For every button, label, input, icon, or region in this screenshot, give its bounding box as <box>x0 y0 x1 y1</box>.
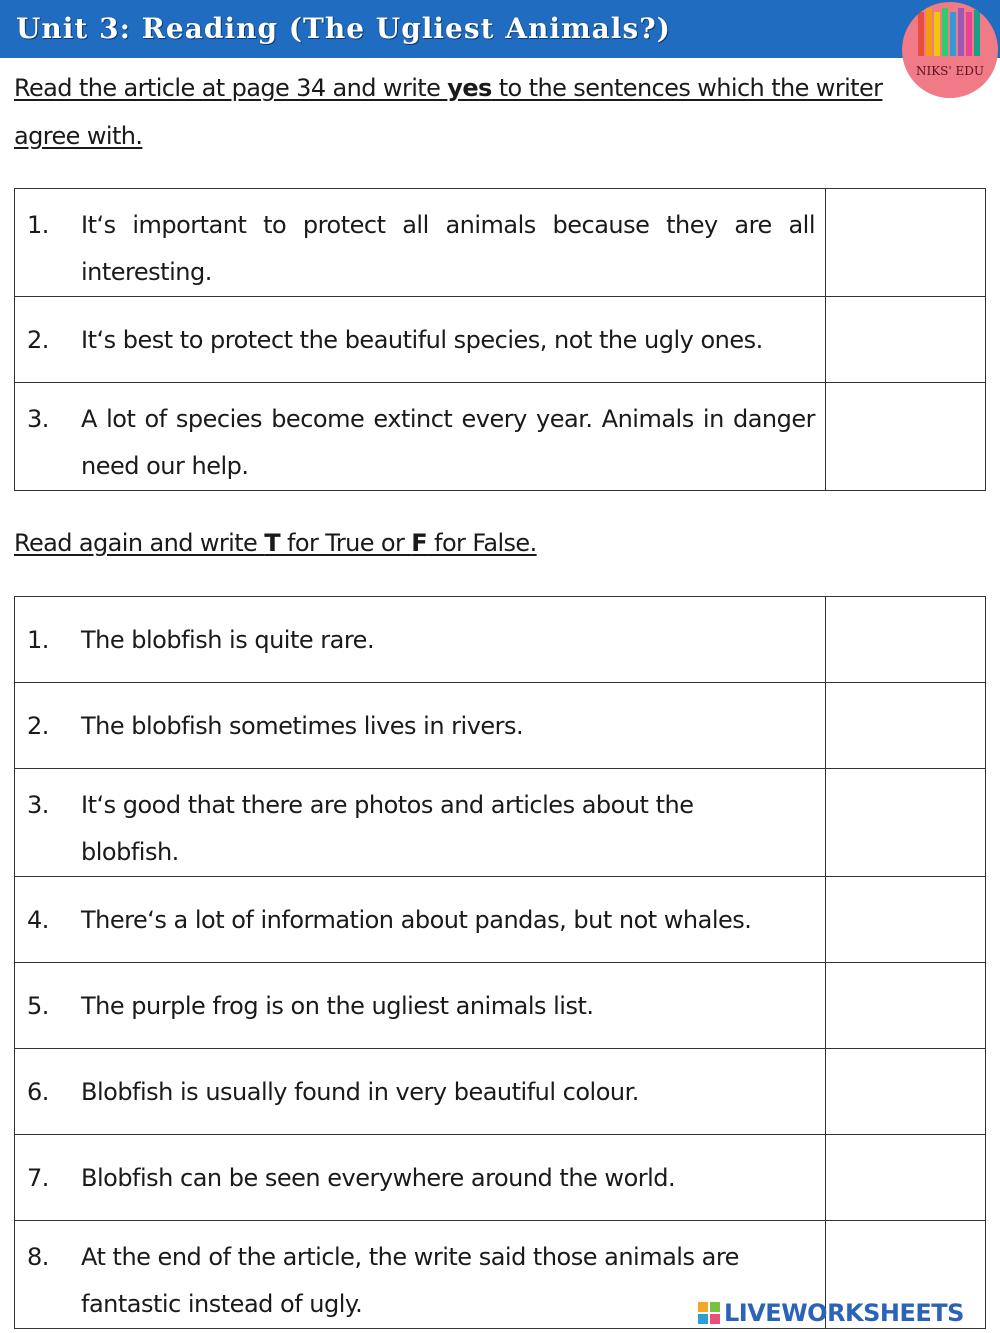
table-row <box>15 383 986 491</box>
question-text: The blobfish sometimes lives in rivers. <box>81 712 524 740</box>
answer-cell[interactable] <box>826 877 986 963</box>
question-number: 4. <box>27 906 49 934</box>
worksheet-title: Unit 3: Reading (The Ugliest Animals?) <box>16 12 671 45</box>
question-number: 2. <box>27 326 49 354</box>
liveworksheets-brand: LIVEWORKSHEETS <box>724 1299 964 1327</box>
question-text: It‘s best to protect the beautiful species, not the ugly ones. <box>81 326 763 354</box>
table-row <box>15 189 986 297</box>
answer-input[interactable] <box>826 383 985 398</box>
answer-input[interactable] <box>826 877 985 892</box>
true-false-table <box>14 596 986 1329</box>
question-text: It‘s important to protect all animals because they are all interesting. <box>81 211 815 286</box>
instruction-1-line2: agree with. <box>14 122 143 150</box>
question-cell <box>15 683 826 769</box>
question-number: 3. <box>27 791 49 819</box>
question-text: The purple frog is on the ugliest animals list. <box>81 992 594 1020</box>
question-number: 3. <box>27 405 49 433</box>
question-number: 6. <box>27 1078 49 1106</box>
instruction-2-prefix: Read again and write <box>14 529 265 557</box>
answer-cell[interactable] <box>826 383 986 491</box>
logo-text: NIKS' EDU <box>915 64 985 78</box>
question-text: The blobfish is quite rare. <box>81 626 375 654</box>
table-row <box>15 963 986 1049</box>
table-row <box>15 1049 986 1135</box>
question-number: 7. <box>27 1164 49 1192</box>
question-number: 2. <box>27 712 49 740</box>
question-text: There‘s a lot of information about pandas, but not whales. <box>81 906 752 934</box>
pencils-icon <box>916 6 984 64</box>
table-row <box>15 297 986 383</box>
instruction-1-suffix: to the sentences which the writer <box>491 74 883 102</box>
question-number: 5. <box>27 992 49 1020</box>
question-text: It‘s good that there are photos and articles about the blobfish. <box>81 791 694 866</box>
question-cell <box>15 963 826 1049</box>
answer-cell[interactable] <box>826 963 986 1049</box>
question-number: 1. <box>27 211 49 239</box>
table-row <box>15 597 986 683</box>
answer-cell[interactable] <box>826 297 986 383</box>
agree-table <box>14 188 986 491</box>
table-row <box>15 769 986 877</box>
answer-input[interactable] <box>826 1135 985 1150</box>
table-row <box>15 1135 986 1221</box>
niks-edu-logo <box>902 2 998 98</box>
question-cell <box>15 597 826 683</box>
instruction-2-bold-f: F <box>411 529 428 557</box>
answer-cell[interactable] <box>826 1049 986 1135</box>
liveworksheets-logo <box>698 1298 994 1328</box>
question-cell <box>15 769 826 877</box>
answer-cell[interactable] <box>826 683 986 769</box>
question-cell <box>15 1135 826 1221</box>
instruction-2-bold-t: T <box>264 529 281 557</box>
answer-input[interactable] <box>826 963 985 978</box>
answer-input[interactable] <box>826 769 985 784</box>
liveworksheets-icon <box>698 1302 720 1324</box>
question-text: At the end of the article, the write said those animals are fantastic instead of ugly. <box>81 1243 739 1318</box>
question-cell <box>15 1049 826 1135</box>
answer-cell[interactable] <box>826 189 986 297</box>
answer-input[interactable] <box>826 683 985 698</box>
question-text: Blobfish is usually found in very beautiful colour. <box>81 1078 639 1106</box>
answer-input[interactable] <box>826 1049 985 1064</box>
answer-input[interactable] <box>826 189 985 204</box>
question-cell <box>15 189 826 297</box>
question-text: Blobfish can be seen everywhere around the world. <box>81 1164 676 1192</box>
answer-input[interactable] <box>826 597 985 612</box>
answer-input[interactable] <box>826 297 985 312</box>
instruction-2-mid: for True or <box>280 529 412 557</box>
instruction-1-bold: yes <box>447 74 492 102</box>
table-row <box>15 877 986 963</box>
instruction-1 <box>14 74 882 102</box>
instruction-1-prefix: Read the article at page 34 and write <box>14 74 448 102</box>
instruction-2-suffix: for False. <box>427 529 537 557</box>
question-number: 1. <box>27 626 49 654</box>
question-cell <box>15 383 826 491</box>
answer-cell[interactable] <box>826 1135 986 1221</box>
header-bar <box>0 0 1000 58</box>
answer-cell[interactable] <box>826 597 986 683</box>
question-cell <box>15 877 826 963</box>
question-number: 8. <box>27 1243 49 1271</box>
answer-cell[interactable] <box>826 769 986 877</box>
table-row <box>15 683 986 769</box>
instruction-2 <box>14 529 537 557</box>
question-cell <box>15 297 826 383</box>
answer-input[interactable] <box>826 1221 985 1236</box>
question-text: A lot of species become extinct every year. Animals in danger need our help. <box>81 405 815 480</box>
